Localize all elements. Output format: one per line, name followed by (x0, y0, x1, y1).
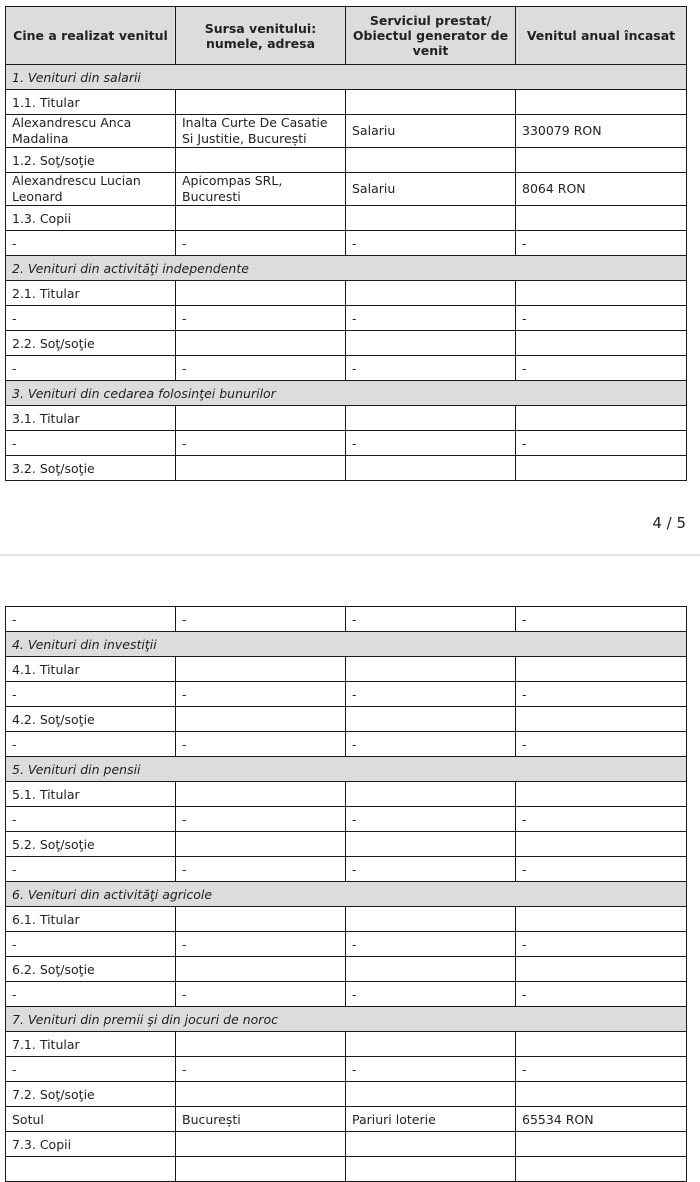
table-cell: - (346, 607, 516, 632)
table-cell (176, 281, 346, 306)
table-cell: - (176, 231, 346, 256)
table-cell: - (516, 732, 687, 757)
section-heading-row (6, 632, 687, 657)
table-cell: - (6, 356, 176, 381)
income-table-page-5 (5, 606, 687, 1182)
table-cell: Apicompas SRL, Bucuresti (176, 173, 346, 206)
table-row (6, 281, 687, 306)
table-cell: 7.2. Soţ/soţie (6, 1082, 176, 1107)
table-cell: - (516, 306, 687, 331)
table-cell (346, 281, 516, 306)
section-heading-row (6, 882, 687, 907)
table-cell: 5.2. Soţ/soţie (6, 832, 176, 857)
table-cell (346, 957, 516, 982)
section-heading-row (6, 65, 687, 90)
table-cell (346, 90, 516, 115)
table-cell: - (346, 1057, 516, 1082)
table-cell: - (346, 857, 516, 882)
table-row (6, 148, 687, 173)
table-row (6, 932, 687, 957)
table-cell: - (176, 356, 346, 381)
table-row (6, 982, 687, 1007)
table-cell: - (176, 306, 346, 331)
income-table-page-4 (5, 6, 687, 481)
section-heading: 5. Venituri din pensii (6, 757, 687, 782)
table-cell: 2.1. Titular (6, 281, 176, 306)
table-cell: București (176, 1107, 346, 1132)
table-cell: - (346, 807, 516, 832)
table-cell: - (346, 231, 516, 256)
table-cell: Sotul (6, 1107, 176, 1132)
header-service: Serviciul prestat/ Obiectul generator de venit (346, 7, 516, 65)
table-cell: - (176, 607, 346, 632)
table-cell (346, 406, 516, 431)
table-row (6, 1057, 687, 1082)
section-heading-row (6, 1007, 687, 1032)
table-cell (6, 1157, 176, 1182)
table-cell (176, 1132, 346, 1157)
section-heading: 4. Venituri din investiţii (6, 632, 687, 657)
table-cell (346, 456, 516, 481)
table-cell (516, 707, 687, 732)
table-cell: 7.1. Titular (6, 1032, 176, 1057)
table-cell: - (516, 356, 687, 381)
table-cell (176, 1032, 346, 1057)
table-cell (176, 957, 346, 982)
table-cell: 6.2. Soţ/soţie (6, 957, 176, 982)
table-cell: - (516, 431, 687, 456)
table-cell: - (516, 607, 687, 632)
table-cell (176, 331, 346, 356)
table-row (6, 682, 687, 707)
table-cell: - (6, 231, 176, 256)
table-cell: 3.1. Titular (6, 406, 176, 431)
table-row (6, 732, 687, 757)
table-cell: 8064 RON (516, 173, 687, 206)
table-cell: 3.2. Soţ/soţie (6, 456, 176, 481)
table-row (6, 331, 687, 356)
table-cell: - (516, 1057, 687, 1082)
table-cell: - (176, 857, 346, 882)
table-cell (516, 832, 687, 857)
section-heading: 6. Venituri din activităţi agricole (6, 882, 687, 907)
table-cell: Alexandrescu Lucian Leonard (6, 173, 176, 206)
table-cell: - (516, 682, 687, 707)
table-cell (176, 406, 346, 431)
table-cell: - (176, 932, 346, 957)
section-heading-row (6, 381, 687, 406)
table-cell (516, 406, 687, 431)
table-cell: 7.3. Copii (6, 1132, 176, 1157)
table-cell (346, 1082, 516, 1107)
table-row (6, 1032, 687, 1057)
table-cell: - (346, 932, 516, 957)
table-cell: - (6, 682, 176, 707)
table-cell (176, 782, 346, 807)
table-cell: 2.2. Soţ/soţie (6, 331, 176, 356)
table-cell (346, 331, 516, 356)
table-cell (516, 1157, 687, 1182)
table-cell: 1.2. Soţ/soţie (6, 148, 176, 173)
table-cell (516, 1032, 687, 1057)
table-cell: Inalta Curte De Casatie Si Justitie, București (176, 115, 346, 148)
table-cell (176, 657, 346, 682)
table-cell: - (176, 1057, 346, 1082)
table-cell: - (6, 982, 176, 1007)
table-cell: - (516, 982, 687, 1007)
table-cell (176, 1157, 346, 1182)
section-heading: 3. Venituri din cedarea folosinţei bunurilor (6, 381, 687, 406)
table-cell: - (176, 807, 346, 832)
table-row (6, 1157, 687, 1182)
table-cell: - (516, 857, 687, 882)
table-cell (516, 1082, 687, 1107)
table-cell (176, 707, 346, 732)
table-cell: - (6, 732, 176, 757)
table-cell (516, 90, 687, 115)
table-cell: - (6, 857, 176, 882)
table-cell (516, 206, 687, 231)
table-cell: - (516, 807, 687, 832)
table-cell (176, 907, 346, 932)
table-cell: - (6, 1057, 176, 1082)
table-cell (516, 957, 687, 982)
table-cell: - (346, 732, 516, 757)
header-source: Sursa venitului: numele, adresa (176, 7, 346, 65)
table-row (6, 607, 687, 632)
section-heading: 1. Venituri din salarii (6, 65, 687, 90)
table-cell (346, 1032, 516, 1057)
table-row (6, 231, 687, 256)
table-row (6, 173, 687, 206)
table-cell (516, 657, 687, 682)
table-cell (176, 90, 346, 115)
table-row (6, 90, 687, 115)
table-cell (176, 206, 346, 231)
table-cell: - (6, 932, 176, 957)
table-cell (516, 331, 687, 356)
table-cell: Pariuri loterie (346, 1107, 516, 1132)
table-cell: Alexandrescu Anca Madalina (6, 115, 176, 148)
table-row (6, 807, 687, 832)
table-cell: 1.3. Copii (6, 206, 176, 231)
table-row (6, 1082, 687, 1107)
table-cell (176, 1082, 346, 1107)
table-cell: - (176, 982, 346, 1007)
table-row (6, 306, 687, 331)
table-row (6, 782, 687, 807)
table-cell (516, 782, 687, 807)
table-row (6, 857, 687, 882)
table-cell: - (6, 306, 176, 331)
section-heading-row (6, 757, 687, 782)
table-cell (176, 148, 346, 173)
table-row (6, 957, 687, 982)
table-cell: 4.2. Soţ/soţie (6, 707, 176, 732)
table-cell (346, 206, 516, 231)
table-cell (516, 456, 687, 481)
table-cell: - (6, 607, 176, 632)
table-cell (176, 456, 346, 481)
table-cell (516, 148, 687, 173)
table-cell (346, 1157, 516, 1182)
table-cell: - (176, 431, 346, 456)
table-cell: - (346, 306, 516, 331)
table-cell: - (516, 231, 687, 256)
table-row (6, 356, 687, 381)
table-cell: Salariu (346, 115, 516, 148)
table-cell (516, 907, 687, 932)
table-row (6, 1107, 687, 1132)
section-heading: 7. Venituri din premii şi din jocuri de noroc (6, 1007, 687, 1032)
table-row (6, 115, 687, 148)
table-cell (346, 832, 516, 857)
table-cell: 5.1. Titular (6, 782, 176, 807)
table-cell: 6.1. Titular (6, 907, 176, 932)
table-cell: - (346, 982, 516, 1007)
table-cell (346, 782, 516, 807)
table-row (6, 456, 687, 481)
table-cell: - (176, 682, 346, 707)
section-heading-row (6, 256, 687, 281)
table-cell: - (176, 732, 346, 757)
table-cell: - (6, 807, 176, 832)
table-row (6, 406, 687, 431)
table-cell: - (346, 431, 516, 456)
page-separator (0, 554, 700, 556)
table-cell: - (346, 682, 516, 707)
table-cell: 65534 RON (516, 1107, 687, 1132)
table-row (6, 657, 687, 682)
section-heading: 2. Venituri din activităţi independente (6, 256, 687, 281)
header-annual-income: Venitul anual încasat (516, 7, 687, 65)
page-number: 4 / 5 (652, 514, 686, 532)
table-cell (346, 907, 516, 932)
table-cell (176, 832, 346, 857)
table-row (6, 832, 687, 857)
table-cell: - (346, 356, 516, 381)
table-cell: Salariu (346, 173, 516, 206)
table-cell: 4.1. Titular (6, 657, 176, 682)
table-cell: - (6, 431, 176, 456)
table-cell: - (516, 932, 687, 957)
table-row (6, 1132, 687, 1157)
table-row (6, 206, 687, 231)
table-cell: 1.1. Titular (6, 90, 176, 115)
table-cell (516, 281, 687, 306)
table-cell (346, 657, 516, 682)
header-who: Cine a realizat venitul (6, 7, 176, 65)
table-row (6, 431, 687, 456)
table-row (6, 707, 687, 732)
table-row (6, 907, 687, 932)
table-cell (346, 707, 516, 732)
table-cell (346, 148, 516, 173)
table-cell (346, 1132, 516, 1157)
table-cell: 330079 RON (516, 115, 687, 148)
table-cell (516, 1132, 687, 1157)
